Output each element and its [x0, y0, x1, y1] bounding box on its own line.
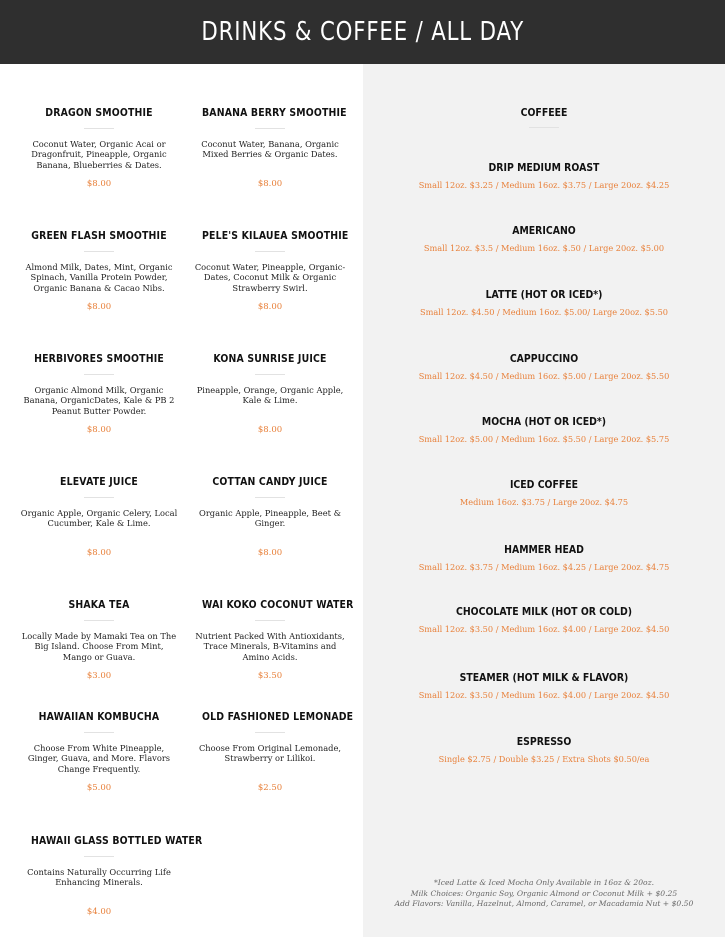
coffee-item-price: Small 12oz. $3.5 / Medium 16oz. $.50 / Large 20oz. $5.00: [423, 243, 665, 253]
divider: [84, 856, 114, 857]
coffee-item-name: DRIP MEDIUM ROAST: [488, 161, 600, 174]
coffee-item-price: Small 12oz. $3.50 / Medium 16oz. $4.00 / Large 20oz. $4.50: [418, 690, 670, 700]
item-name: PELE'S KILAUEA SMOOTHIE: [202, 229, 349, 242]
menu-item-old-fashioned-lemonade: [190, 710, 354, 793]
divider: [255, 620, 285, 621]
footnote-milk-choices: Milk Choices: Organic Soy, Organic Almond or Coconut Milk + $0.25: [410, 888, 678, 898]
page-title: DRINKS & COFFEE / ALL DAY: [201, 17, 524, 47]
menu-item-cottan-candy-juice: [190, 475, 350, 558]
coffee-section: [363, 106, 725, 138]
coffee-item-drip-medium-roast: [363, 161, 725, 190]
item-description: Locally Made by Mamaki Tea on The Big Island. Choose From Mint, Mango or Guava.: [21, 631, 177, 662]
menu-item-elevate-juice: [19, 475, 179, 558]
item-name: HAWAIIAN KOMBUCHA: [38, 710, 160, 723]
item-name: WAI KOKO COCONUT WATER: [202, 598, 354, 611]
item-price: $8.00: [86, 425, 112, 436]
coffee-item-price: Single $2.75 / Double $3.25 / Extra Shots $0.50/ea: [438, 754, 650, 764]
coffee-item-mocha: [363, 415, 725, 444]
divider: [84, 620, 114, 621]
item-name: HAWAII GLASS BOTTLED WATER: [31, 834, 203, 847]
menu-item-dragon-smoothie: [19, 106, 179, 189]
divider: [84, 497, 114, 498]
menu-item-hawaiian-kombucha: [19, 710, 179, 793]
item-price: $4.00: [86, 906, 112, 917]
coffee-item-americano: [363, 224, 725, 253]
page-header: [0, 0, 725, 64]
divider: [84, 251, 114, 252]
coffee-item-chocolate-milk: [363, 605, 725, 634]
coffee-item-latte: [363, 288, 725, 317]
menu-item-banana-berry-smoothie: [190, 106, 350, 189]
coffee-item-price: Small 12oz. $3.75 / Medium 16oz. $4.25 / Large 20oz. $4.75: [418, 562, 670, 572]
coffee-item-name: AMERICANO: [512, 224, 576, 237]
item-description: Coconut Water, Pineapple, Organic-Dates, Coconut Milk & Organic Strawberry Swirl.: [194, 262, 346, 293]
menu-item-herbivores-smoothie: [19, 352, 179, 435]
coffee-item-price: Small 12oz. $4.50 / Medium 16oz. $5.00/ Large 20oz. $5.50: [420, 307, 668, 317]
item-name: DRAGON SMOOTHIE: [45, 106, 153, 119]
coffee-item-name: MOCHA (HOT OR ICED*): [481, 415, 607, 428]
item-name: GREEN FLASH SMOOTHIE: [31, 229, 167, 242]
divider: [529, 127, 559, 128]
coffee-item-name: ESPRESSO: [516, 735, 572, 748]
item-description: Organic Apple, Pineapple, Beet & Ginger.: [199, 508, 341, 529]
coffee-item-price: Medium 16oz. $3.75 / Large 20oz. $4.75: [459, 497, 629, 507]
menu-item-peles-kilauea-smoothie: [190, 229, 350, 312]
footnote-add-flavors: Add Flavors: Vanilla, Hazelnut, Almond, Caramel, or Macadamia Nut + $0.50: [394, 899, 694, 908]
menu-item-shaka-tea: [19, 598, 179, 681]
item-price: $8.00: [86, 547, 112, 558]
coffee-item-price: Small 12oz. $3.50 / Medium 16oz. $4.00 / Large 20oz. $4.50: [418, 624, 670, 634]
item-price: $8.00: [257, 547, 283, 558]
coffee-item-hammer-head: [363, 543, 725, 572]
coffee-item-cappuccino: [363, 352, 725, 381]
menu-item-hawaii-glass-bottled-water: [19, 834, 203, 917]
coffee-item-name: HAMMER HEAD: [504, 543, 584, 556]
divider: [84, 732, 114, 733]
coffee-item-name: ICED COFFEE: [509, 478, 579, 491]
divider: [84, 128, 114, 129]
divider: [255, 128, 285, 129]
item-name: HERBIVORES SMOOTHIE: [34, 352, 164, 365]
item-name: ELEVATE JUICE: [60, 475, 138, 488]
menu-item-wai-koko-coconut-water: [190, 598, 354, 682]
footnote-iced-availability: *Iced Latte & Iced Mocha Only Available in 16oz & 20oz.: [433, 878, 655, 887]
item-name: BANANA BERRY SMOOTHIE: [202, 106, 347, 119]
item-name: OLD FASHIONED LEMONADE: [202, 710, 354, 723]
item-description: Choose From White Pineapple, Ginger, Guava, and More. Flavors Change Frequently.: [27, 743, 171, 774]
coffee-section-title: COFFEEE: [520, 106, 568, 119]
item-price: $8.00: [86, 179, 112, 190]
coffee-item-name: CAPPUCCINO: [509, 352, 579, 365]
coffee-item-iced-coffee: [363, 478, 725, 507]
item-price: $3.50: [257, 671, 283, 682]
coffee-item-steamer: [363, 671, 725, 700]
divider: [84, 374, 114, 375]
item-description: Pineapple, Orange, Organic Apple, Kale & Lime.: [196, 385, 344, 406]
item-price: $2.50: [257, 782, 283, 793]
coffee-footnotes: [363, 878, 725, 910]
item-price: $8.00: [257, 424, 283, 435]
item-price: $8.00: [257, 302, 283, 313]
item-description: Coconut Water, Organic Acai or Dragonfruit, Pineapple, Organic Banana, Blueberries & Dates.: [31, 139, 167, 170]
item-description: Nutrient Packed With Antioxidants, Trace Minerals, B-Vitamins and Amino Acids.: [195, 631, 345, 662]
item-name: COTTAN CANDY JUICE: [212, 475, 328, 488]
item-description: Coconut Water, Banana, Organic Mixed Berries & Organic Dates.: [201, 139, 339, 160]
divider: [255, 251, 285, 252]
divider: [255, 497, 285, 498]
coffee-item-price: Small 12oz. $3.25 / Medium 16oz. $3.75 / Large 20oz. $4.25: [418, 180, 670, 190]
item-description: Contains Naturally Occurring Life Enhancing Minerals.: [27, 867, 171, 888]
menu-item-kona-sunrise-juice: [190, 352, 350, 435]
coffee-item-name: LATTE (HOT OR ICED*): [485, 288, 603, 301]
divider: [255, 374, 285, 375]
item-description: Organic Apple, Organic Celery, Local Cucumber, Kale & Lime.: [20, 508, 178, 529]
item-price: $5.00: [86, 783, 112, 794]
item-name: KONA SUNRISE JUICE: [213, 352, 327, 365]
item-description: Organic Almond Milk, Organic Banana, OrganicDates, Kale & PB 2 Peanut Butter Powder.: [23, 385, 175, 416]
coffee-item-name: STEAMER (HOT MILK & FLAVOR): [459, 671, 629, 684]
menu-item-green-flash-smoothie: [19, 229, 179, 312]
item-name: SHAKA TEA: [68, 598, 130, 611]
item-price: $3.00: [86, 671, 112, 682]
item-price: $8.00: [257, 178, 283, 189]
coffee-item-price: Small 12oz. $5.00 / Medium 16oz. $5.50 / Large 20oz. $5.75: [418, 434, 670, 444]
divider: [255, 732, 285, 733]
item-description: Almond Milk, Dates, Mint, Organic Spinach, Vanilla Protein Powder, Organic Banana & Cacao Nibs.: [25, 262, 173, 293]
item-price: $8.00: [86, 302, 112, 313]
coffee-item-espresso: [363, 735, 725, 764]
item-description: Choose From Original Lemonade, Strawberry or Lilikoi.: [198, 743, 342, 764]
coffee-item-price: Small 12oz. $4.50 / Medium 16oz. $5.00 / Large 20oz. $5.50: [418, 371, 670, 381]
coffee-item-name: CHOCOLATE MILK (HOT OR COLD): [455, 605, 633, 618]
